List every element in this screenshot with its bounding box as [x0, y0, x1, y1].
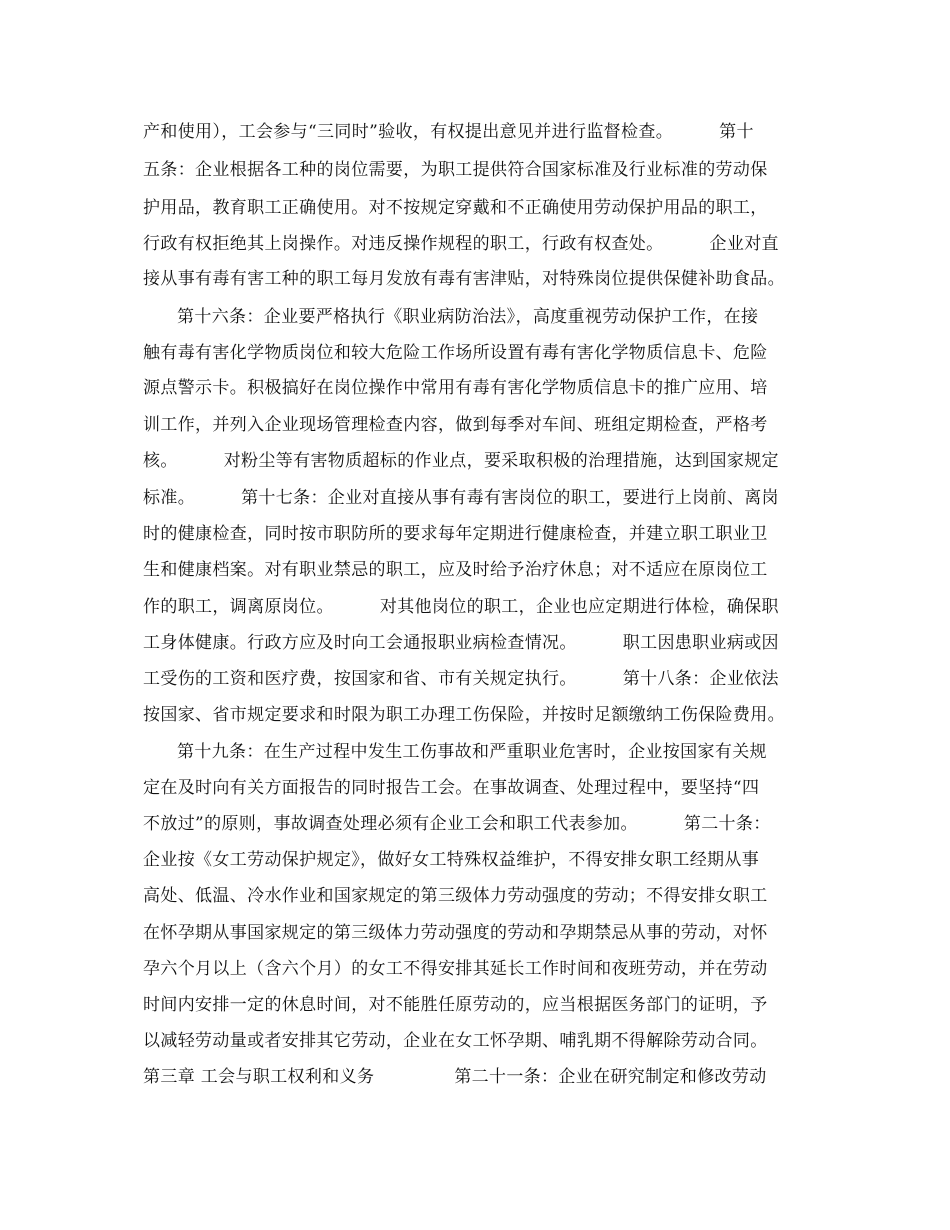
text-line	[143, 555, 768, 585]
text-line	[143, 628, 779, 658]
text-segment: 五条：企业根据各工种的岗位需要，为职工提供符合国家标准及行业标准的劳动保	[143, 160, 768, 180]
text-segment: 第十八条：企业依法	[622, 669, 779, 689]
text-segment: 生和健康档案。对有职业禁忌的职工，应及时给予治疗休息；对不适应在原岗位工	[143, 560, 768, 580]
text-segment: 第十九条：在生产过程中发生工伤事故和严重职业危害时，企业按国家有关规	[177, 742, 767, 762]
chapter-heading-line	[143, 1062, 767, 1092]
text-segment: 时间内安排一定的休息时间，对不能胜任原劳动的，应当根据医务部门的证明，予	[143, 995, 768, 1015]
text-line	[143, 809, 771, 839]
text-segment: 对粉尘等有害物质超标的作业点，要采取积极的治理措施，达到国家规定	[223, 451, 779, 471]
text-line	[143, 1026, 768, 1056]
text-line	[143, 338, 768, 368]
text-line	[143, 700, 785, 730]
text-segment: 作的职工，调离原岗位。	[143, 597, 334, 617]
text-line	[143, 155, 768, 185]
text-segment: 产和使用），工会参与“三同时”验收，有权提出意见并进行监督检查。	[143, 122, 674, 142]
text-segment: 对其他岗位的职工，企业也应定期进行体检，确保职	[379, 597, 779, 617]
text-segment: 按国家、省市规定要求和时限为职工办理工伤保险，并按时足额缴纳工伤保险费用。	[143, 705, 785, 725]
text-segment: 触有毒有害化学物质岗位和较大危险工作场所设置有毒有害化学物质信息卡、危险	[143, 343, 768, 363]
text-line	[143, 519, 768, 549]
text-line	[143, 193, 768, 223]
text-segment: 以减轻劳动量或者安排其它劳动，企业在女工怀孕期、哺乳期不得解除劳动合同。	[143, 1031, 768, 1051]
text-line	[143, 373, 768, 403]
chapter-heading: 第三章 工会与职工权利和义务	[143, 1067, 375, 1087]
text-line	[143, 410, 768, 440]
text-segment: 第二十条：	[683, 814, 771, 834]
paragraph-start-line	[143, 302, 758, 332]
text-segment: 高处、低温、冷水作业和国家规定的第三级体力劳动强度的劳动；不得安排女职工	[143, 886, 768, 906]
text-segment: 接从事有毒有害工种的职工每月发放有毒有害津贴，对特殊岗位提供保健补助食品。	[143, 269, 785, 289]
text-segment: 在怀孕期从事国家规定的第三级体力劳动强度的劳动和孕期禁忌从事的劳动，对怀	[143, 923, 768, 943]
text-line	[143, 664, 779, 694]
text-segment: 第十六条：企业要严格执行《职业病防治法》，高度重视劳动保护工作，在接	[177, 307, 759, 327]
text-segment: 源点警示卡。积极搞好在岗位操作中常用有毒有害化学物质信息卡的推广应用、培	[143, 378, 768, 398]
text-line	[143, 229, 779, 259]
text-line	[143, 592, 779, 622]
text-segment: 时的健康检查，同时按市职防所的要求每年定期进行健康检查，并建立职工职业卫	[143, 524, 768, 544]
text-line	[143, 117, 754, 147]
text-segment: 第十七条：企业对直接从事有毒有害岗位的职工，要进行上岗前、离岗	[241, 488, 779, 508]
text-segment: 训工作，并列入企业现场管理检查内容，做到每季对车间、班组定期检查，严格考	[143, 415, 768, 435]
text-line	[143, 918, 768, 948]
text-segment: 行政有权拒绝其上岗操作。对违反操作规程的职工，行政有权查处。	[143, 234, 664, 254]
text-segment: 工身体健康。行政方应及时向工会通报职业病检查情况。	[143, 633, 577, 653]
text-segment: 不放过”的原则，事故调查处理必须有企业工会和职工代表参加。	[143, 814, 638, 834]
text-segment: 工受伤的工资和医疗费，按国家和省、市有关规定执行。	[143, 669, 577, 689]
text-segment: 核。	[143, 451, 178, 471]
text-segment: 第十	[719, 122, 754, 142]
text-segment: 企业对直	[709, 234, 779, 254]
text-segment: 定在及时向有关方面报告的同时报告工会。在事故调查、处理过程中，要坚持“四	[143, 778, 760, 798]
text-line	[143, 845, 759, 875]
text-segment: 企业按《女工劳动保护规定》，做好女工特殊权益维护，不得安排女职工经期从事	[143, 850, 760, 870]
text-segment: 职工因患职业病或因	[622, 633, 779, 653]
text-segment: 护用品，教育职工正确使用。对不按规定穿戴和不正确使用劳动保护用品的职工，	[143, 198, 768, 218]
text-segment: 孕六个月以上（含六个月）的女工不得安排其延长工作时间和夜班劳动，并在劳动	[143, 959, 768, 979]
text-line	[143, 881, 768, 911]
text-line	[143, 483, 779, 513]
paragraph-start-line	[143, 737, 767, 767]
text-line	[143, 264, 785, 294]
text-line	[143, 446, 779, 476]
text-line	[143, 990, 768, 1020]
text-line	[143, 773, 759, 803]
text-segment: 标准。	[143, 488, 196, 508]
text-line	[143, 954, 768, 984]
text-segment: 第二十一条：企业在研究制定和修改劳动	[454, 1067, 767, 1087]
